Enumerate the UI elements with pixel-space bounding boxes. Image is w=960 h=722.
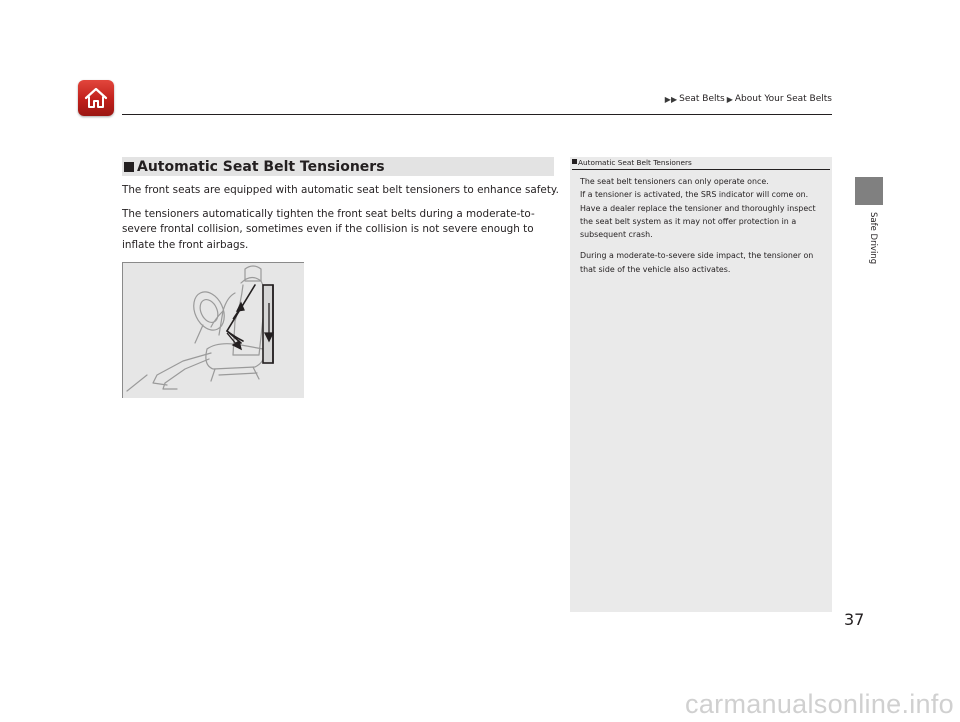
section-heading	[122, 157, 554, 176]
page-number: 37	[844, 610, 865, 629]
chapter-label: Safe Driving	[868, 212, 878, 265]
note-body	[580, 175, 826, 284]
seat-illustration-icon	[123, 263, 304, 398]
note-marker-icon	[572, 159, 577, 164]
breadcrumb-arrow-icon: ▶▶	[664, 94, 678, 104]
watermark-text: carmanualsonline.info	[685, 689, 954, 719]
note-rule	[572, 169, 830, 170]
heading-square-icon	[124, 162, 134, 172]
note-title-text: Automatic Seat Belt Tensioners	[578, 158, 692, 167]
body-paragraph: The tensioners automatically tighten the front seat belts during a moderate-to-severe frontal collision, sometimes even if the collision is not severe enough to inflate the front airbags.	[122, 207, 535, 251]
note-paragraph: The seat belt tensioners can only operate once.	[580, 177, 769, 186]
seat-belt-tensioner-illustration	[122, 262, 304, 398]
breadcrumb-item-seat-belts[interactable]: Seat Belts	[679, 94, 725, 104]
breadcrumb-item-about-seat-belts[interactable]: About Your Seat Belts	[734, 94, 832, 104]
section-body	[122, 183, 562, 261]
note-paragraph: If a tensioner is activated, the SRS indicator will come on. Have a dealer replace the tensioner and thoroughly inspect the seat belt system as it may not offer protection in a subsequent crash.	[580, 190, 816, 240]
breadcrumb-arrow-icon: ▶	[726, 94, 733, 104]
breadcrumb	[665, 94, 832, 104]
home-icon	[83, 86, 109, 110]
body-paragraph: The front seats are equipped with automatic seat belt tensioners to enhance safety.	[122, 184, 559, 196]
note-title	[572, 158, 692, 167]
section-title: Automatic Seat Belt Tensioners	[137, 158, 385, 175]
home-button[interactable]	[78, 80, 114, 116]
note-paragraph: During a moderate-to-severe side impact, the tensioner on that side of the vehicle also activates.	[580, 251, 814, 274]
chapter-tab	[855, 177, 883, 205]
header-rule	[122, 114, 832, 115]
